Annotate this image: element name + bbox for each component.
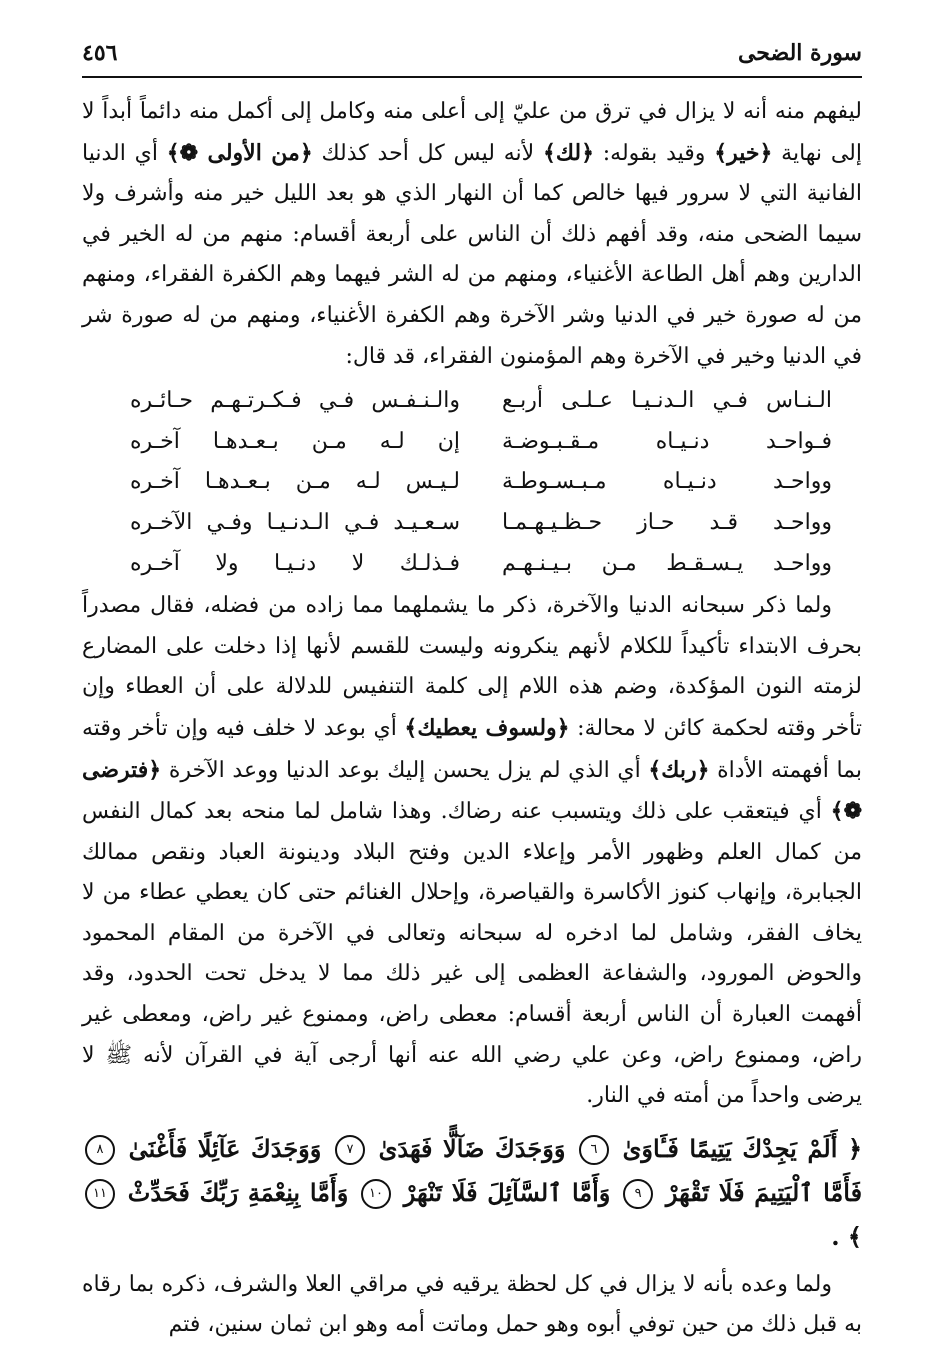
ayah-number-marker: ١١ [85, 1179, 115, 1209]
verse-second-hemistich: فـذلـك لا دنـيـا ولا آخـره [130, 550, 460, 576]
page-body [82, 92, 862, 1346]
quran-quote: ﴿ولسوف يعطيك﴾ [404, 714, 570, 741]
ayah-number-marker: ١٠ [361, 1179, 391, 1209]
poem [82, 381, 862, 584]
verse-second-hemistich: إن لـه مـن بـعـدهـا آخـره [130, 428, 460, 454]
paragraph-1: ليفهم منه أنه لا يزال في ترق من عليّ إلى أعلى منه وكامل إلى أكمل منه دائماً أبداً لا إلى نهاية ﴿خير﴾ وقيد بقوله: ﴿لك﴾ لأنه ليس كل أحد كذلك ﴿من الأولى ❁﴾ أي الدنيا الفانية التي لا سرور فيها خالص كما أن النهار الذي هو بعد الليل خير منه وأشرف ولا سيما الضحى منه، وقد أفهم ذلك أن الناس على أربعة أقسام: منهم من له الخير في الدارين وهم أهل الطاعة الأغنياء، ومنهم من له الشر فيهما وهم الكفرة الفقراء، ومنهم من له صورة خير في الدنيا وشر الآخرة وهم الكفرة الأغنياء، ومنهم من له صورة شر في الدنيا وخير في الآخرة وهم المؤمنون الفقراء، قد قال: [82, 99, 862, 369]
page-header [82, 36, 862, 76]
poem-verse [82, 462, 862, 503]
verse-second-hemistich: سـعـيـد فـي الـدنـيـا وفـي الآخـره [130, 509, 460, 535]
ayah-6: أَلَمْ يَجِدْكَ يَتِيمًا فَـَٔاوَىٰ [622, 1133, 838, 1163]
header-rule [82, 76, 862, 78]
page-number: ٤٥٦ [82, 40, 118, 66]
poem-verse [82, 503, 862, 544]
ayah-9: فَأَمَّا ٱلْيَتِيمَ فَلَا تَقْهَرْ [665, 1177, 863, 1207]
ayah-8: وَوَجَدَكَ عَآئِلًا فَأَغْنَىٰ [128, 1133, 322, 1163]
poem-verse [82, 422, 862, 463]
poem-verse [82, 381, 862, 422]
verse-first-hemistich: وواحـد قـد حـاز حـظـيـهـمـا [502, 509, 832, 535]
ayah-number-marker: ٨ [85, 1135, 115, 1165]
poem-verse [82, 544, 862, 585]
quran-quote: ﴿فترضى ❁﴾ [82, 756, 862, 825]
verse-second-hemistich: لـيـس لـه مـن بـعـدهـا آخـره [130, 469, 460, 495]
ayah-7: وَوَجَدَكَ ضَآلًّا فَهَدَىٰ [378, 1133, 566, 1163]
quran-quote: ﴿لك﴾ [542, 139, 594, 166]
ayah-number-marker: ٦ [579, 1135, 609, 1165]
ayah-number-marker: ٧ [335, 1135, 365, 1165]
ayah-10: وَأَمَّا ٱلسَّآئِلَ فَلَا تَنْهَرْ [403, 1177, 611, 1207]
quran-quote: ﴿من الأولى ❁﴾ [166, 139, 313, 166]
paragraph-3: ولما وعده بأنه لا يزال في كل لحظة يرقيه في مراقي العلا والشرف، ذكره بما رقاه به قبل ذلك من حين توفي أبوه وهو حمل وماتت أمه وهو ابن ثمان سنين، فتم [82, 1271, 862, 1338]
verse-first-hemistich: وواحـد دنـيـاه مـبـسـوطـة [502, 469, 832, 495]
ayah-number-marker: ٩ [623, 1179, 653, 1209]
quran-quote: ﴿ربك﴾ [648, 756, 710, 783]
verse-first-hemistich: الـنـاس فـي الـدنـيـا عـلـى أربـع [502, 388, 832, 414]
quran-quote: ﴿خير﴾ [714, 139, 773, 166]
verse-second-hemistich: والـنـفـس فـي فـكـرتـهـم حـائـره [130, 388, 460, 414]
verse-first-hemistich: وواحـد يـسـقـط مـن بـيـنـهـم [502, 550, 832, 576]
ayah-11: وَأَمَّا بِنِعْمَةِ رَبِّكَ فَحَدِّثْ [127, 1177, 349, 1207]
quran-verses: ﴿ أَلَمْ يَجِدْكَ يَتِيمًا فَـَٔاوَىٰ ٦ وَوَجَدَكَ ضَآلًّا فَهَدَىٰ ٧ وَوَجَدَكَ عَآئِلًا فَأَغْنَىٰ ٨ فَأَمَّا ٱلْيَتِيمَ فَلَا تَقْهَرْ ٩ وَأَمَّا ٱلسَّآئِلَ فَلَا تَنْهَرْ ١٠ وَأَمَّا بِنِعْمَةِ رَبِّكَ فَحَدِّثْ ١١ ﴾ . [82, 1127, 862, 1259]
sura-title: سورة الضحى [737, 40, 862, 66]
verse-first-hemistich: فـواحـد دنـيـاه مـقـبـوضـة [502, 428, 832, 454]
paragraph-2: ولما ذكر سبحانه الدنيا والآخرة، ذكر ما يشملهما مما زاده من فضله، فقال مصدراً بحرف الابتداء تأكيداً للكلام لأنهم ينكرونه وليست للقسم لأنها إذا دخلت على المضارع لزمته النون المؤكدة، وضم هذه اللام إلى كلمة التنفيس للدلالة على أن العطاء وإن تأخر وقته لحكمة كائن لا محالة: ﴿ولسوف يعطيك﴾ أي بوعد لا خلف فيه وإن تأخر وقته بما أفهمته الأداة ﴿ربك﴾ أي الذي لم يزل يحسن إليك بوعد الدنيا ووعد الآخرة ﴿فترضى ❁﴾ أي فيتعقب على ذلك ويتسبب عنه رضاك. وهذا شامل لما منحه بعد كمال النفس من كمال العلم وظهور الأمر وإعلاء الدين وفتح البلاد ودينونة العباد ونقص ممالك الجبابرة، وإنهاب كنوز الأكاسرة والقياصرة، وإحلال الغنائم حتى كان يعطي عطاء من لا يخاف الفقر، وشامل لما ادخره له سبحانه وتعالى في الآخرة من المقام المحمود والحوض المورود، والشفاعة العظمى إلى غير ذلك مما لا يدخل تحت الحدود، وقد أفهمت العبارة أن الناس أربعة أقسام: معطى راض، وممنوع غير راض، ومعطى غير راض، وممنوع راض، وعن علي رضي الله عنه أنها أرجى آية في القرآن لأنه ﷺ لا يرضى واحداً من أمته في النار. [82, 593, 863, 1109]
